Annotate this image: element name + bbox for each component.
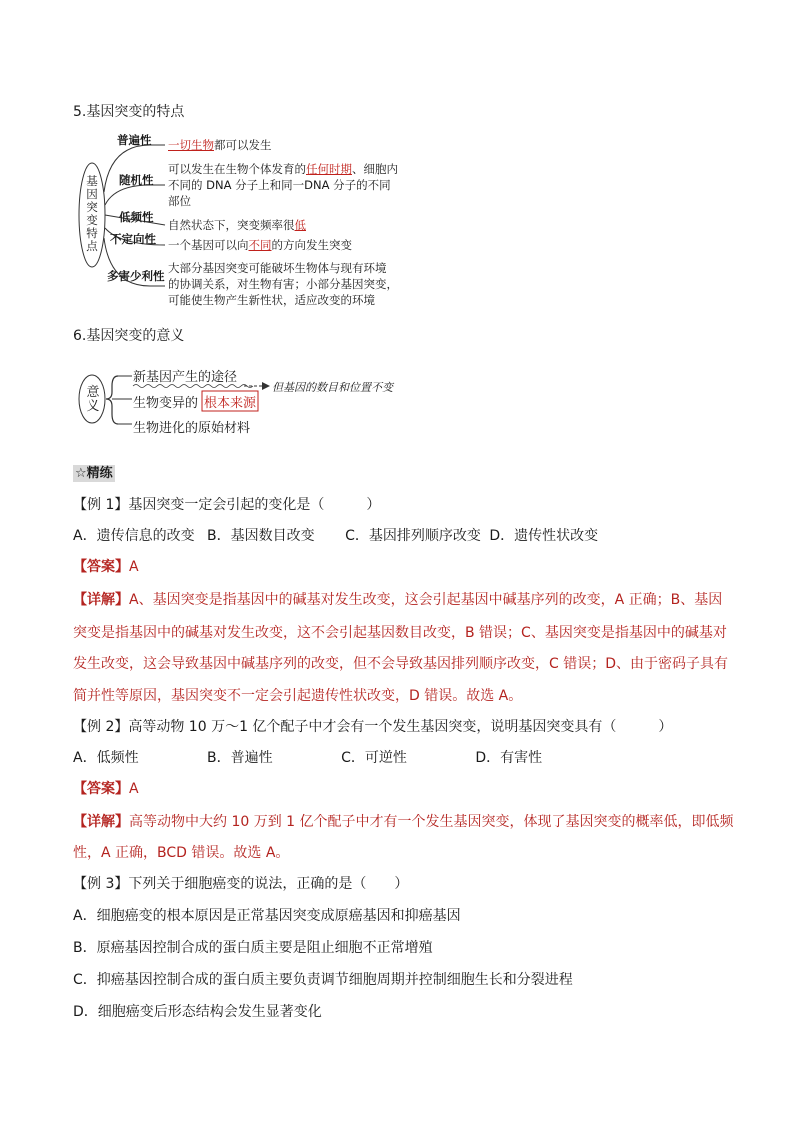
branch-desc-randomness-line1: 可以发生在生物个体发育的任何时期、细胞内 [168,162,398,176]
example2-detail-line1: 【详解】高等动物中大约 10 万到 1 亿个配子中才有一个发生基因突变，体现了基因突变的概率低，即低频 [73,814,734,830]
meaning-item-new-gene: 新基因产生的途径 [133,370,238,385]
example3-option-d: D．细胞癌变后形态结构会发生显著变化 [73,1004,322,1020]
section6-center-label: 意 义 [86,385,100,414]
example1-options: A．遗传信息的改变 B．基因数目改变 C．基因排列顺序改变 D．遗传性状改变 [73,528,599,544]
example1-detail-line1: 【详解】A、基因突变是指基因中的碱基对发生改变，这会引起基因中碱基序列的改变，A 正确；B、基因 [73,592,723,608]
branch-desc-universality: 一切生物都可以发生 [168,138,272,152]
branch-name-randomness: 随机性 [119,173,154,187]
example1-question: 【例 1】基因突变一定会引起的变化是（ ） [73,497,381,513]
example3-option-a: A．细胞癌变的根本原因是正常基因突变成原癌基因和抑癌基因 [73,908,461,924]
example3-option-b: B．原癌基因控制合成的蛋白质主要是阻止细胞不正常增殖 [73,940,433,956]
meaning-item-variation-source: 生物变异的 根本来源 [133,396,257,411]
example3-option-c: C．抑癌基因控制合成的蛋白质主要负责调节细胞周期并控制细胞生长和分裂进程 [73,972,573,988]
branch-name-non-directional: 不定向性 [110,232,156,246]
section6-title: 6.基因突变的意义 [73,328,185,344]
branch-name-universality: 普遍性 [117,133,152,147]
branch-name-mostly-harmful: 多害少利性 [107,269,165,283]
branch-desc-harmful-line3: 可能使生物产生新性状，适应改变的环境 [168,293,375,307]
example1-answer: 【答案】A [73,559,139,575]
section5-title: 5.基因突变的特点 [73,104,185,120]
example2-detail-line2: 性，A 正确，BCD 错误。故选 A。 [73,845,290,861]
example1-detail-line3: 发生改变，这会导致基因中碱基序列的改变，但不会导致基因排列顺序改变，C 错误；D、由于密码子具有 [73,656,729,672]
branch-desc-non-directional: 一个基因可以向不同的方向发生突变 [168,238,352,252]
branch-desc-harmful-line2: 的协调关系，对生物有害；小部分基因突变， [168,277,398,291]
section5-center-label: 基 因 突 变 特 点 [86,174,98,253]
practice-label: ☆精练 [75,466,113,481]
section6-diagram-lines [0,0,794,440]
branch-desc-randomness-line2: 不同的 DNA 分子上和同一DNA 分子的不同 [168,178,391,192]
branch-desc-harmful-line1: 大部分基因突变可能破坏生物体与现有环境 [168,261,387,275]
example1-detail-line4: 简并性等原因，基因突变不一定会引起遗传性状改变，D 错误。故选 A。 [73,688,523,704]
meaning-annotation: 但基因的数目和位置不变 [272,381,393,394]
example3-question: 【例 3】下列关于细胞癌变的说法，正确的是（ ） [73,876,409,892]
example2-options: A．低频性 B．普遍性 C．可逆性 D．有害性 [73,750,543,766]
branch-desc-low-frequency: 自然状态下，突变频率很低 [168,218,306,232]
branch-desc-randomness-line3: 部位 [168,194,191,208]
branch-name-low-frequency: 低频性 [119,210,154,224]
meaning-item-evolution-material: 生物进化的原始材料 [133,421,251,436]
example2-answer: 【答案】A [73,781,139,797]
example2-question: 【例 2】高等动物 10 万～1 亿个配子中才会有一个发生基因突变，说明基因突变具有（ ） [73,719,673,735]
example1-detail-line2: 突变是指基因中的碱基对发生改变，这不会引起基因数目改变，B 错误；C、基因突变是指基因中的碱基对 [73,625,727,641]
